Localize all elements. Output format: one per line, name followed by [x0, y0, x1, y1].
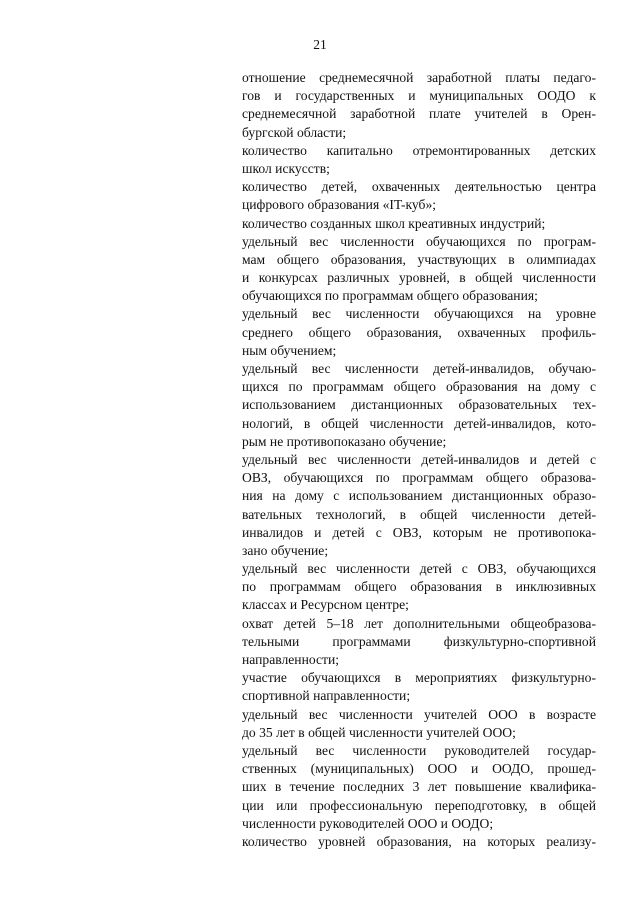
- text-line: обучающихся по программам общего образования;: [242, 288, 538, 304]
- text-line: удельный вес численности учителей ООО в возрасте: [242, 706, 596, 722]
- text-line: количество капитально отремонтированных детских: [242, 142, 596, 158]
- text-line: рым не противопоказано обучение;: [242, 433, 447, 449]
- body-text: [242, 69, 596, 851]
- text-line: ным обучением;: [242, 342, 337, 358]
- text-line: удельный вес численности обучающихся по програм-: [242, 233, 596, 249]
- text-line: удельный вес численности руководителей государ-: [242, 742, 596, 758]
- text-line: до 35 лет в общей численности учителей ООО;: [242, 724, 516, 740]
- text-line: ОВЗ, обучающихся по программам общего образова-: [242, 470, 596, 486]
- text-line: зано обучение;: [242, 542, 329, 558]
- text-line: бургской области;: [242, 124, 347, 140]
- page-number: 21: [313, 37, 327, 52]
- text-line: количество уровней образования, на которых реализу-: [242, 833, 596, 849]
- text-line: количество созданных школ креативных индустрий;: [242, 215, 546, 231]
- text-line: ции или профессиональную переподготовку, в общей: [242, 797, 596, 813]
- text-line: ших в течение последних 3 лет повышение квалифика-: [242, 779, 596, 795]
- text-line: количество детей, охваченных деятельностью центра: [242, 179, 596, 195]
- text-line: отношение среднемесячной заработной платы педаго-: [242, 70, 596, 85]
- text-line: охват детей 5–18 лет дополнительными общеобразова-: [242, 615, 596, 631]
- text-line: классах и Ресурсном центре;: [242, 597, 409, 613]
- text-line: цифрового образования «IT-куб»;: [242, 197, 437, 213]
- text-line: щихся по программам общего образования на дому с: [242, 379, 596, 395]
- text-line: использованием дистанционных образовательных тех-: [242, 397, 596, 413]
- text-line: и конкурсах различных уровней, в общей численности: [242, 270, 596, 286]
- text-line: среднего общего образования, охваченных профиль-: [242, 324, 596, 340]
- text-line: вательных технологий, в общей численности детей-: [242, 506, 596, 522]
- text-line: школ искусств;: [242, 160, 330, 176]
- text-line: тельными программами физкультурно-спортивной: [242, 633, 596, 649]
- text-line: спортивной направленности;: [242, 688, 411, 704]
- text-line: ния на дому с использованием дистанционных образо-: [242, 488, 596, 504]
- text-line: инвалидов и детей с ОВЗ, которым не противопока-: [242, 524, 596, 540]
- text-line: численности руководителей ООО и ООДО;: [242, 815, 494, 831]
- text-line: ственных (муниципальных) ООО и ООДО, прошед-: [242, 761, 596, 777]
- text-line: удельный вес численности детей-инвалидов и детей с: [242, 451, 596, 467]
- text-line: направленности;: [242, 652, 340, 667]
- text-line: мам общего образования, участвующих в олимпиадах: [242, 251, 596, 267]
- text-line: удельный вес численности обучающихся на уровне: [242, 306, 596, 322]
- text-line: гов и государственных и муниципальных ООДО к: [242, 88, 596, 104]
- text-line: участие обучающихся в мероприятиях физкультурно-: [242, 670, 596, 686]
- text-line: удельный вес численности детей-инвалидов, обучаю-: [242, 361, 596, 376]
- text-line: удельный вес численности детей с ОВЗ, обучающихся: [242, 561, 596, 577]
- text-line: нологий, в общей численности детей-инвалидов, кото-: [242, 415, 596, 431]
- text-line: среднемесячной заработной плате учителей в Орен-: [242, 106, 596, 122]
- text-line: по программам общего образования в инклюзивных: [242, 579, 596, 595]
